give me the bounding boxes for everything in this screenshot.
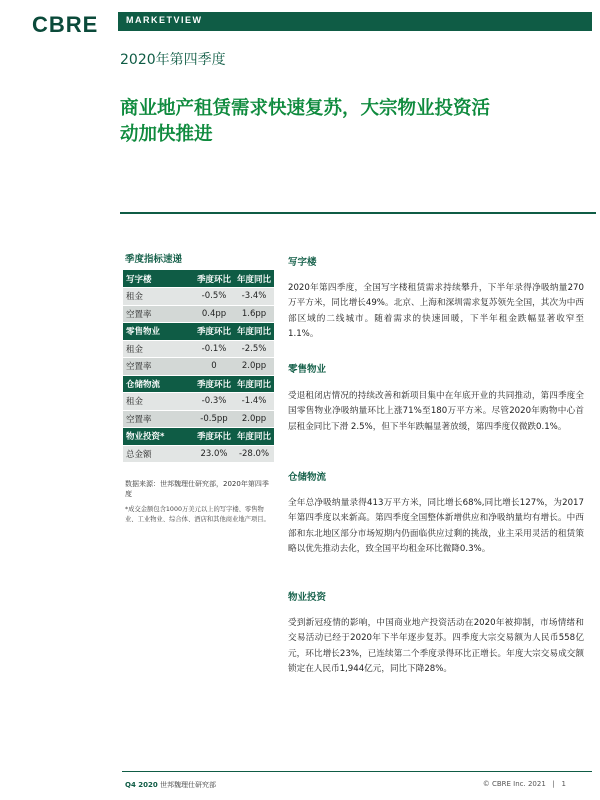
marketview-label: MARKETVIEW	[126, 15, 203, 25]
kpi-source: 数据来源：世邦魏理仕研究部，2020年第四季度	[125, 480, 269, 498]
section-text: 受退租闭店情况的持续改善和新项目集中在年底开业的共同推动，第四季度全国零售物业净吸纳量环比上涨71%至180万平方米。尽管2020年购物中心首层租金同比下滑 2.5%，但下半年跌幅显著放缓，第四季度仅微跌0.1%。	[288, 391, 584, 432]
footer-org: 世邦魏理仕研究部	[159, 781, 216, 789]
kpi-cell: -3.4%	[234, 288, 274, 306]
section-heading: 写字楼	[288, 257, 317, 268]
kpi-header-cell: 年度同比	[234, 323, 274, 341]
kpi-cell: 0.4pp	[194, 305, 234, 323]
kpi-cell: 23.0%	[194, 445, 234, 463]
header-band	[118, 12, 592, 31]
kpi-title: 季度指标速递	[125, 254, 183, 265]
section-text: 受到新冠疫情的影响，中国商业地产投资活动在2020年被抑制，市场情绪和交易活动已经于2020年下半年逐步复苏。四季度大宗交易额为人民币558亿元，环比增长23%，已连续第二个季度录得环比正增长。年度大宗交易成交额锁定在人民币1,944亿元，同比下降28%。	[288, 618, 584, 674]
kpi-cell: 租金	[123, 288, 194, 306]
kpi-header-cell: 年度同比	[234, 375, 274, 393]
kpi-row	[123, 305, 274, 323]
footer-divider	[122, 771, 592, 772]
footer-right	[483, 780, 566, 788]
kpi-cell: 2.0pp	[234, 358, 274, 376]
kpi-cell: 1.6pp	[234, 305, 274, 323]
kpi-cell: 租金	[123, 393, 194, 411]
kpi-cell: -0.3%	[194, 393, 234, 411]
kpi-header-row	[123, 428, 274, 446]
report-quarter: 2020年第四季度	[120, 52, 226, 68]
kpi-header-cell: 季度环比	[194, 375, 234, 393]
cbre-logo: CBRE	[32, 12, 99, 37]
kpi-header-cell: 仓储物流	[123, 375, 194, 393]
kpi-header-cell: 年度同比	[234, 270, 274, 288]
kpi-header-cell: 物业投资*	[123, 428, 194, 446]
footer-period: Q4 2020	[125, 781, 158, 789]
kpi-cell: -1.4%	[234, 393, 274, 411]
kpi-cell: 空置率	[123, 358, 194, 376]
kpi-header-cell: 季度环比	[194, 270, 234, 288]
kpi-cell: -28.0%	[234, 445, 274, 463]
kpi-cell: 空置率	[123, 305, 194, 323]
kpi-row	[123, 340, 274, 358]
kpi-header-row	[123, 323, 274, 341]
kpi-footnote: *成交金额包含1000万美元以上的写字楼、零售物业、工业物业、综合体、酒店和其他商业地产项目。	[125, 506, 270, 523]
kpi-cell: 总金额	[123, 445, 194, 463]
kpi-cell: -0.5%	[194, 288, 234, 306]
section-heading: 仓储物流	[288, 472, 327, 483]
section-text: 2020年第四季度，全国写字楼租赁需求持续攀升，下半年录得净吸纳量270万平方米，同比增长49%。北京、上海和深圳需求复苏领先全国，其次为中西部区域的二线城市。随着需求的快速回暖，下半年租金跌幅显著收窄至1.1%。	[288, 283, 584, 339]
kpi-header-cell: 年度同比	[234, 428, 274, 446]
kpi-cell: -2.5%	[234, 340, 274, 358]
page-number: 1	[561, 780, 566, 788]
kpi-cell: 租金	[123, 340, 194, 358]
section-heading: 物业投资	[288, 592, 327, 603]
kpi-header-row	[123, 375, 274, 393]
kpi-row	[123, 393, 274, 411]
kpi-row	[123, 445, 274, 463]
footer-separator: |	[552, 780, 555, 788]
kpi-header-cell: 季度环比	[194, 428, 234, 446]
footer-left	[125, 780, 216, 790]
kpi-row	[123, 410, 274, 428]
section-text: 全年总净吸纳量录得413万平方米，同比增长68%,同比增长127%，为2017年第四季度以来新高。第四季度全国整体新增供应和净吸纳量均有增长。中西部和东北地区部分市场短期内仍面临供应过剩的挑战，业主采用灵活的租赁策略以优先推动去化，致全国平均租金环比微降0.3%。	[288, 498, 584, 554]
kpi-row	[123, 288, 274, 306]
kpi-row	[123, 358, 274, 376]
kpi-header-row	[123, 270, 274, 288]
title-divider	[120, 212, 596, 214]
kpi-cell: 2.0pp	[234, 410, 274, 428]
kpi-cell: 0	[194, 358, 234, 376]
kpi-table	[123, 270, 274, 463]
section-heading: 零售物业	[288, 364, 327, 375]
kpi-header-cell: 季度环比	[194, 323, 234, 341]
page-title: 商业地产租赁需求快速复苏，大宗物业投资活动加快推进	[120, 98, 491, 145]
kpi-cell: -0.5pp	[194, 410, 234, 428]
kpi-header-cell: 写字楼	[123, 270, 194, 288]
kpi-cell: 空置率	[123, 410, 194, 428]
kpi-cell: -0.1%	[194, 340, 234, 358]
footer-copyright: © CBRE Inc. 2021	[482, 780, 546, 788]
kpi-header-cell: 零售物业	[123, 323, 194, 341]
